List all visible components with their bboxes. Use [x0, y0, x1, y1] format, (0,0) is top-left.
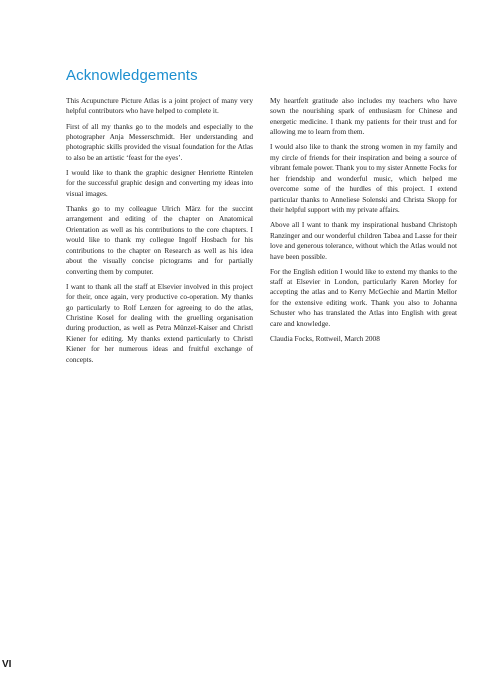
page-number: VI [2, 659, 12, 670]
paragraph: I would also like to thank the strong women in my family and my circle of friends for their inspiration and being a source of vibrant female power. Thank you to my sister Annette Focks for her friendship and wonderful music, which helped me overcome some of the hurdles of this project. I extend particular thanks to Anneliese Solenski and Christa Skopp for their helpful support with my private affairs. [270, 142, 457, 215]
paragraph: Above all I want to thank my inspirational husband Christoph Ranzinger and our wonderful children Tabea and Lasse for their love and generous tolerance, without which the Atlas would not have been possible. [270, 220, 457, 261]
paragraph: Thanks go to my colleague Ulrich März for the succint arrangement and editing of the chapter on Anatomical Orientation as well as his contributions to the core chapters. I would like to thank my collegue Ingolf Hosbach for his contributions to the chapter on Research as well as his idea about the visually concise pictograms and for partially converting them by computer. [66, 203, 253, 276]
paragraph: For the English edition I would like to extend my thanks to the staff at Elsevier in London, particularly Karen Morley for accepting the atlas and to Kerry McGechie and Martin Mellor for the extensive editing work. Thank you also to Johanna Schuster who has translated the Atlas into English with great care and knowledge. [270, 266, 457, 328]
right-text-column [270, 96, 457, 349]
paragraph: I would like to thank the graphic designer Henriette Rintelen for the successful graphic design and converting my ideas into visual images. [66, 167, 253, 198]
paragraph: I want to thank all the staff at Elsevier involved in this project for their, once again, very productive co-operation. My thanks go particularly to Rolf Lenzen for agreeing to do the atlas, Christine Kosel for dealing with the gruelling organisation during production, as well as Petra Münzel-Kaiser and Christl Kiener for editing. My thanks extend particularly to Christl Kiener for her numerous ideas and fruitful exchange of concepts. [66, 281, 253, 364]
left-text-column [66, 96, 253, 370]
author-signature: Claudia Focks, Rottweil, March 2008 [270, 333, 380, 343]
page-title: Acknowledgements [66, 67, 198, 84]
paragraph: This Acupuncture Picture Atlas is a joint project of many very helpful contributors who have helped to complete it. [66, 96, 253, 116]
paragraph: First of all my thanks go to the models and especially to the photographer Anja Messerschmidt. Her understanding and photographic skills provided the visual foundation for the Atlas to also be an artistic ‘feast for the eyes’. [66, 121, 253, 162]
paragraph: My heartfelt gratitude also includes my teachers who have sown the nourishing spark of enthusiasm for Chinese and energetic medicine. I thank my patients for their trust and for allowing me to learn from them. [270, 96, 457, 137]
